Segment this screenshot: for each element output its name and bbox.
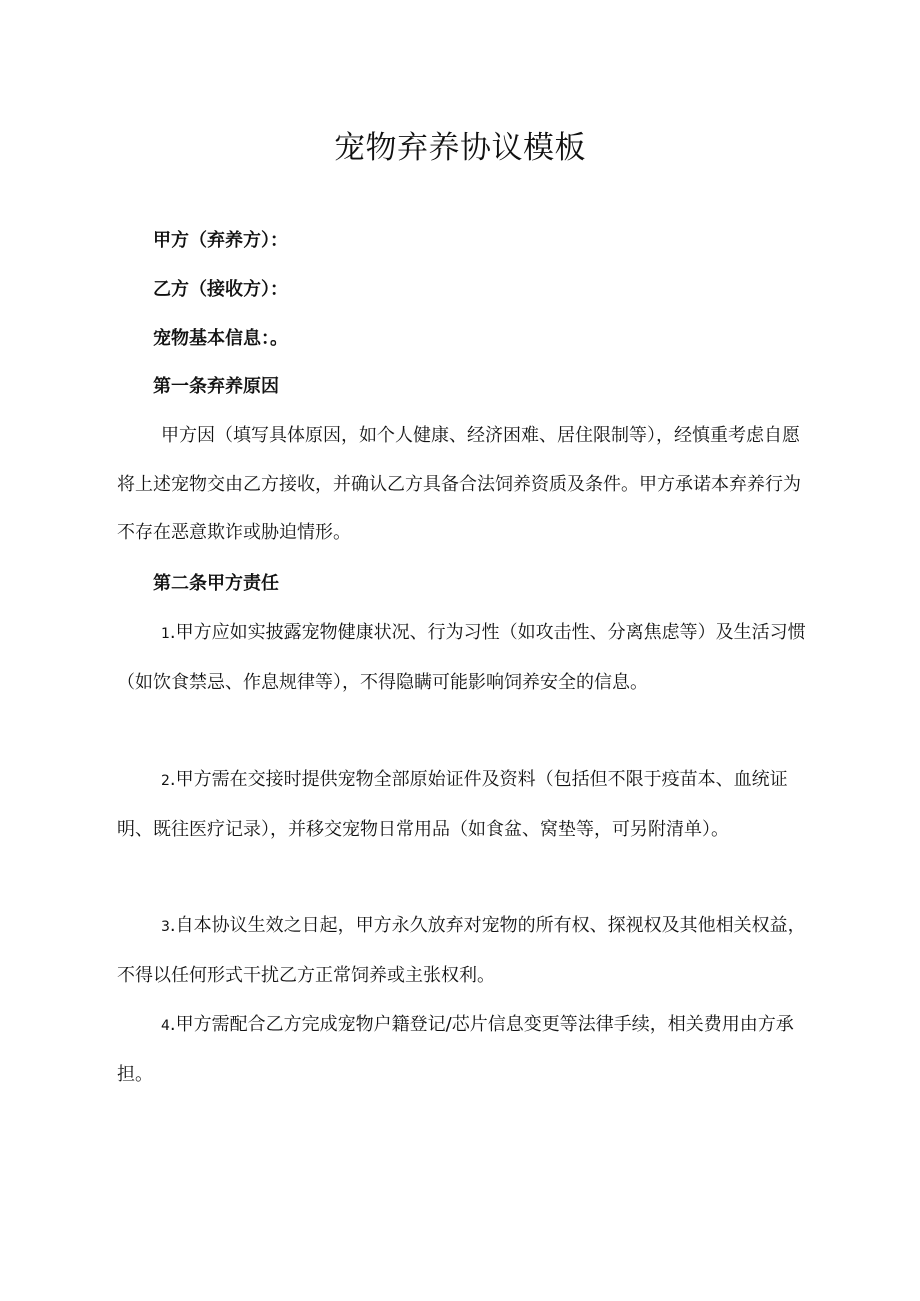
- section2-item-1: [117, 609, 811, 707]
- section2-item-4: [117, 1001, 811, 1099]
- section1-paragraph: 甲方因（填写具体原因，如个人健康、经济困难、居住限制等），经慎重考虑自愿将上述宠物交由乙方接收，并确认乙方具备合法饲养资质及条件。甲方承诺本弃养行为不存在恶意欺诈或胁迫情形。: [117, 425, 801, 543]
- section2-heading: 第二条甲方责任: [153, 573, 279, 594]
- section2-item-2: [117, 756, 811, 854]
- item-text: .甲方需在交接时提供宠物全部原始证件及资料（包括但不限于疫苗本、血统证明、既往医疗记录），并移交宠物日常用品（如食盆、窝垫等，可另附清单）。: [117, 769, 788, 840]
- item-text: .自本协议生效之日起，甲方永久放弃对宠物的所有权、探视权及其他相关权益，不得以任何形式干扰乙方正常饲养或主张权利。: [117, 915, 806, 986]
- item-number: 1: [161, 626, 170, 642]
- item-text: .甲方应如实披露宠物健康状况、行为习性（如攻击性、分离焦虑等）及生活习惯（如饮食禁忌、作息规律等），不得隐瞒可能影响饲养安全的信息。: [117, 622, 806, 693]
- section1-heading: 第一条弃养原因: [153, 376, 279, 397]
- document-title: 宠物弃养协议模板: [334, 130, 586, 166]
- section2-item-3: [117, 902, 811, 1000]
- item-text: .甲方需配合乙方完成宠物户籍登记/芯片信息变更等法律手续，相关费用由方承担。: [117, 1014, 794, 1085]
- item-number: 3: [161, 919, 170, 935]
- pet-info-field: 宠物基本信息：。: [153, 328, 288, 349]
- party-a-field: 甲方（弃养方）：: [153, 230, 288, 251]
- item-number: 4: [161, 1018, 170, 1034]
- party-b-field: 乙方（接收方）：: [153, 279, 288, 300]
- item-number: 2: [161, 773, 170, 789]
